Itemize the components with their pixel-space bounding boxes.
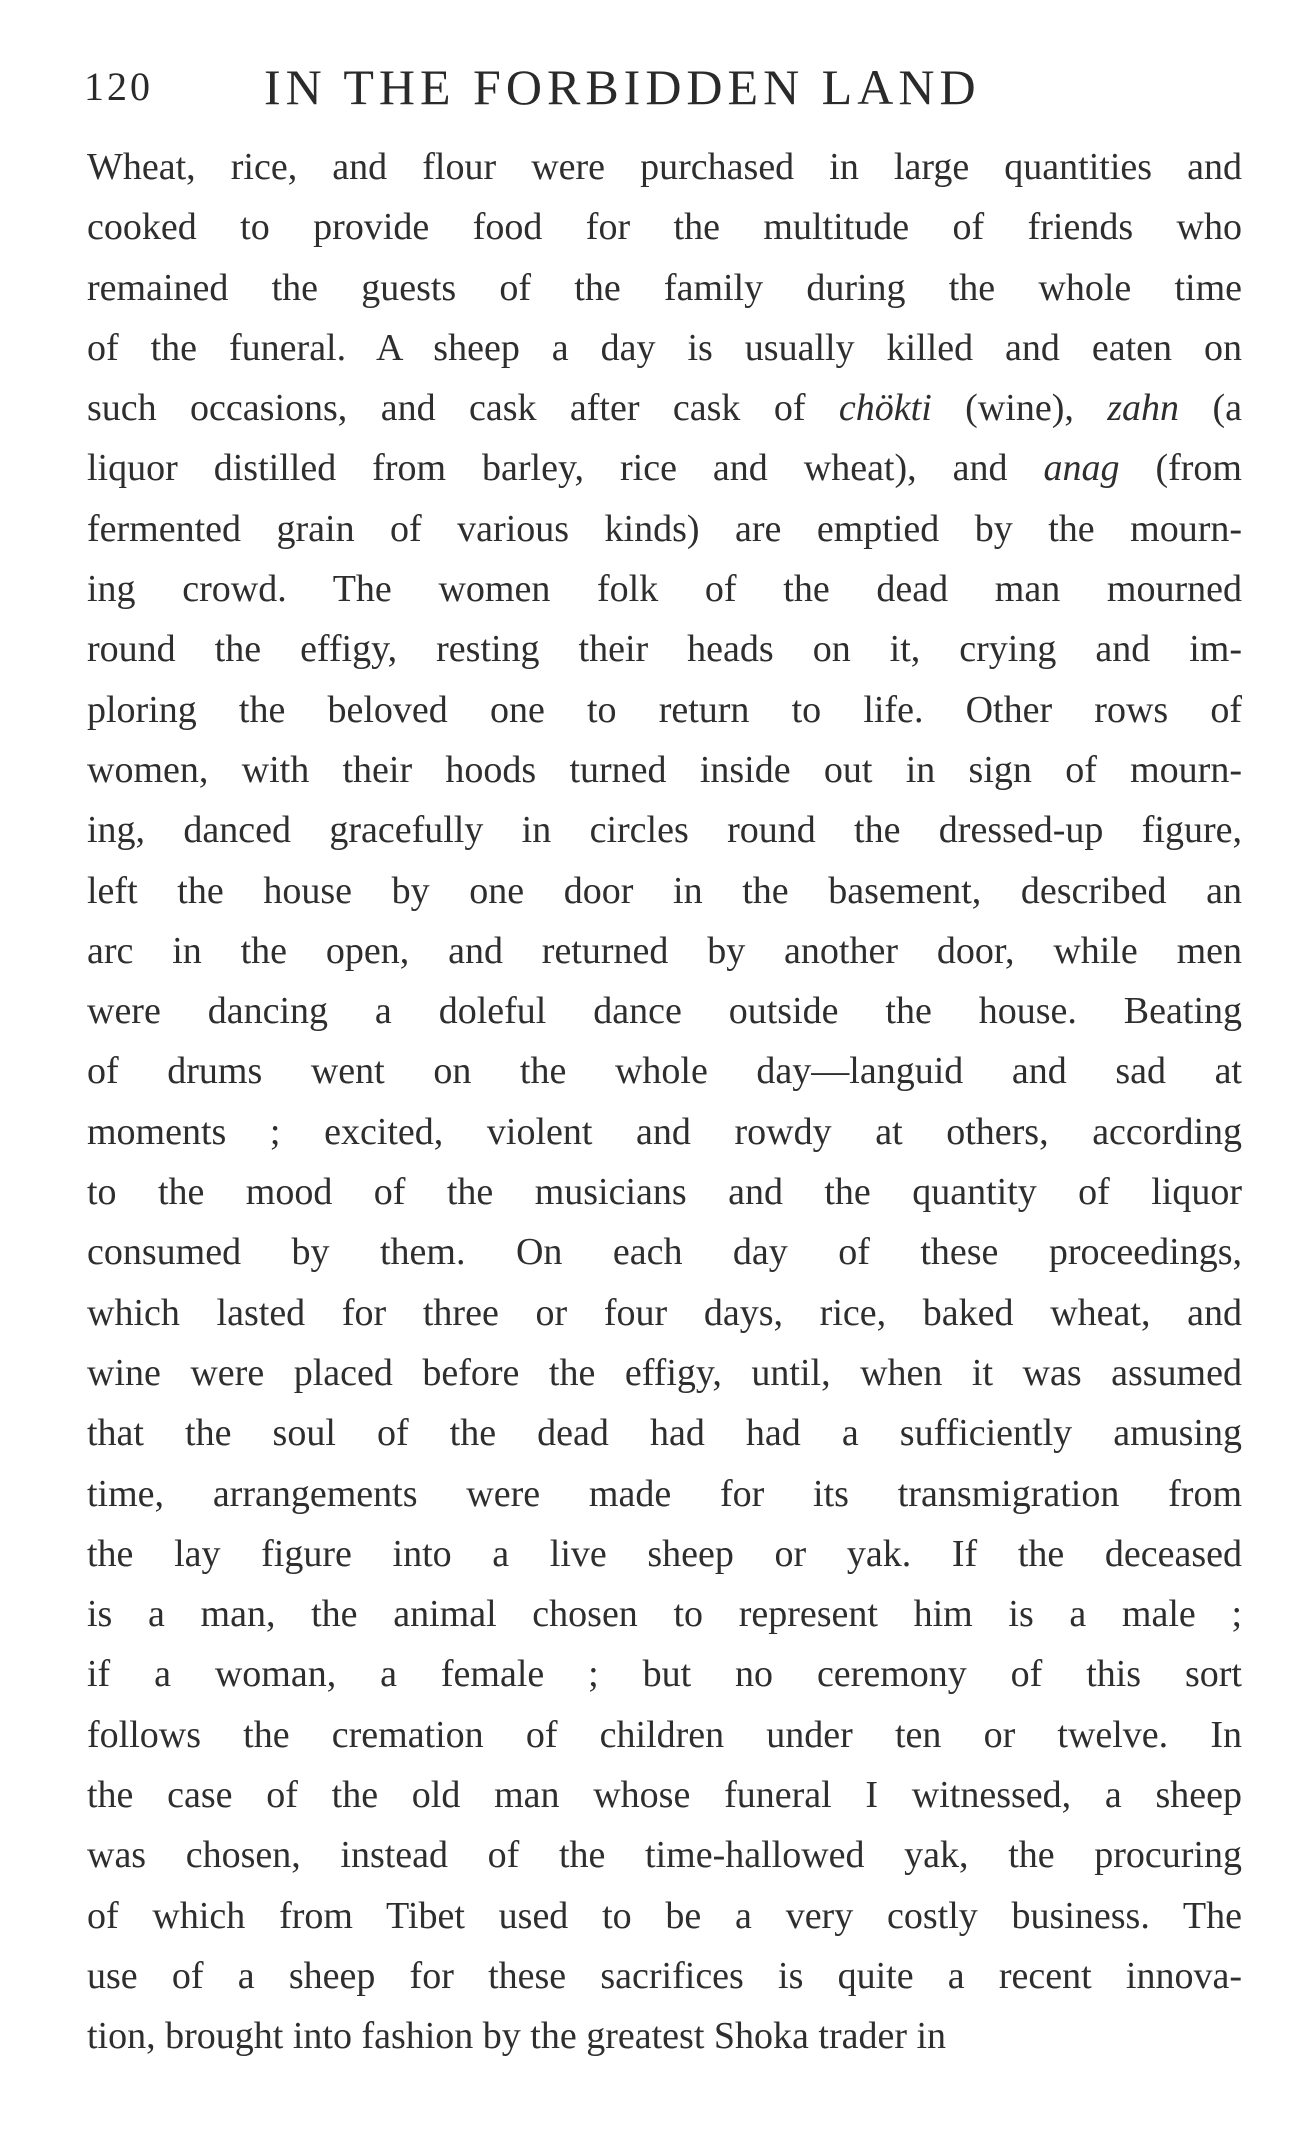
text-line: to the mood of the musicians and the quantity of liquor: [87, 1171, 1242, 1214]
text-segment: (a: [1179, 387, 1242, 430]
text-line: consumed by them. On each day of these proceedings,: [87, 1231, 1242, 1274]
text-line: that the soul of the dead had had a sufficiently amusing: [87, 1412, 1242, 1455]
text-line: women, with their hoods turned inside out in sign of mourn-: [87, 748, 1242, 791]
text-segment: such occasions, and cask after cask of: [87, 387, 839, 430]
body-text: [87, 137, 1242, 2067]
text-segment: (wine),: [931, 387, 1108, 430]
text-line: time, arrangements were made for its transmigration from: [87, 1472, 1242, 1515]
text-line: the case of the old man whose funeral I witnessed, a sheep: [87, 1774, 1242, 1817]
text-line: use of a sheep for these sacrifices is quite a recent innova-: [87, 1954, 1242, 1997]
text-line: were dancing a doleful dance outside the house. Beating: [87, 990, 1242, 1033]
text-line: of which from Tibet used to be a very costly business. The: [87, 1894, 1242, 1937]
text-line: left the house by one door in the basement, described an: [87, 869, 1242, 912]
text-line: wine were placed before the effigy, until, when it was assumed: [87, 1351, 1242, 1394]
term-zahn: zahn: [1107, 387, 1180, 430]
text-line: is a man, the animal chosen to represent him is a male ;: [87, 1593, 1242, 1636]
text-line: cooked to provide food for the multitude of friends who: [87, 206, 1242, 249]
text-line: arc in the open, and returned by another door, while men: [87, 929, 1242, 972]
text-line: was chosen, instead of the time-hallowed yak, the procuring: [87, 1834, 1242, 1877]
text-line: remained the guests of the family during the whole time: [87, 266, 1242, 309]
text-line: of drums went on the whole day—languid and sad at: [87, 1050, 1242, 1093]
text-segment: (from: [1119, 447, 1242, 490]
text-segment: liquor distilled from barley, rice and wheat), and: [87, 447, 1044, 490]
text-line: follows the cremation of children under ten or twelve. In: [87, 1713, 1242, 1756]
text-line: tion, brought into fashion by the greatest Shoka trader in: [87, 2015, 947, 2058]
text-line: the lay figure into a live sheep or yak. If the deceased: [87, 1532, 1242, 1575]
text-line: which lasted for three or four days, rice, baked wheat, and: [87, 1291, 1242, 1334]
term-chokti: chökti: [838, 387, 932, 430]
text-line: fermented grain of various kinds) are emptied by the mourn-: [87, 507, 1242, 550]
text-line: if a woman, a female ; but no ceremony of this sort: [87, 1653, 1242, 1696]
page-header: [84, 52, 1084, 122]
text-line: moments ; excited, violent and rowdy at others, according: [87, 1110, 1242, 1153]
text-line: ing crowd. The women folk of the dead man mourned: [87, 568, 1242, 611]
text-line: of the funeral. A sheep a day is usually killed and eaten on: [87, 326, 1242, 369]
text-line: Wheat, rice, and flour were purchased in large quantities and: [87, 146, 1242, 188]
text-line: ploring the beloved one to return to life. Other rows of: [87, 688, 1242, 731]
term-anag: anag: [1043, 447, 1120, 490]
text-line: round the effigy, resting their heads on it, crying and im-: [87, 628, 1242, 671]
text-line: [87, 438, 1242, 498]
page-number: 120: [84, 64, 153, 109]
running-title: IN THE FORBIDDEN LAND: [264, 59, 981, 115]
text-line: [87, 378, 1242, 438]
text-line: ing, danced gracefully in circles round the dressed-up figure,: [87, 809, 1242, 852]
